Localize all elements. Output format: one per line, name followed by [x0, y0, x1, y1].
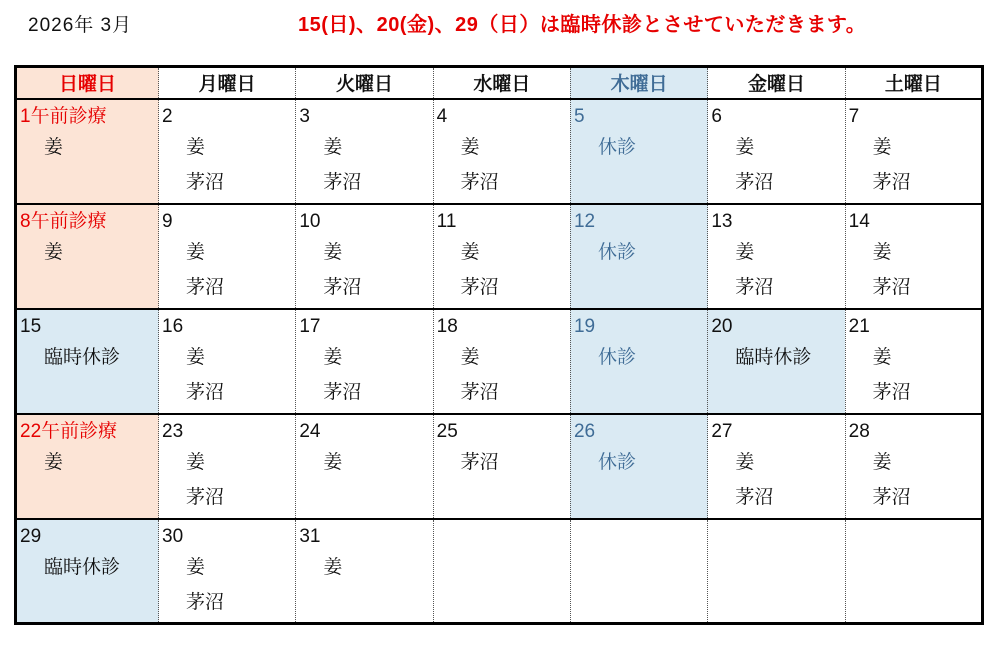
day-number: 27 [711, 420, 733, 442]
doctor-or-status-label: 休診 [597, 241, 636, 263]
doctor-or-status-label: 姜 [872, 136, 892, 158]
calendar-cell-day-21 [845, 309, 982, 414]
calendar-body [16, 99, 983, 624]
day-number: 5 [573, 105, 585, 127]
calendar-cell-day-23 [159, 414, 296, 519]
day-number-line [296, 520, 432, 550]
day-number: 30 [162, 525, 184, 547]
calendar-cell-day-5 [570, 99, 707, 204]
doctor-or-status-label: 姜 [186, 346, 206, 368]
calendar-cell-empty [570, 519, 707, 624]
doctor-or-status-label: 茅沼 [460, 381, 499, 403]
day-number-line [159, 100, 295, 130]
day-number: 15 [20, 315, 42, 337]
doctor-or-status-label: 姜 [323, 451, 343, 473]
day-number: 3 [299, 105, 310, 127]
calendar-cell-day-12 [570, 204, 707, 309]
doctor-or-status-label: 休診 [597, 346, 636, 368]
day-number: 14 [848, 210, 870, 232]
day-number-line [434, 310, 570, 340]
doctor-or-status-label: 姜 [323, 136, 343, 158]
day-number-line [708, 100, 844, 130]
doctor-or-status-label: 姜 [44, 136, 64, 158]
day-number-line [708, 310, 844, 340]
day-number-line [159, 415, 295, 445]
doctor-or-status-label: 茅沼 [735, 276, 774, 298]
day-number-line [434, 205, 570, 235]
calendar-cell-day-24 [296, 414, 433, 519]
day-number-line [846, 100, 981, 130]
doctor-or-status-label: 姜 [186, 451, 206, 473]
weekday-header-normal-火曜日: 火曜日 [296, 67, 433, 99]
day-number-line [159, 205, 295, 235]
calendar-cell-day-25 [433, 414, 570, 519]
doctor-or-status-label: 臨時休診 [44, 346, 121, 368]
doctor-or-status-label: 姜 [460, 241, 480, 263]
day-number: 9 [162, 210, 173, 232]
doctor-or-status-label: 姜 [872, 451, 892, 473]
doctor-or-status-label: 姜 [735, 451, 755, 473]
weekday-header-normal-土曜日: 土曜日 [845, 67, 982, 99]
morning-clinic-label: 午前診療 [41, 420, 118, 442]
doctor-or-status-label: 茅沼 [323, 381, 362, 403]
day-number: 11 [436, 210, 457, 232]
day-number: 7 [848, 105, 860, 127]
day-number: 6 [711, 105, 722, 127]
day-number: 28 [848, 420, 870, 442]
calendar-cell-day-19 [570, 309, 707, 414]
doctor-or-status-label: 姜 [323, 346, 343, 368]
day-number: 12 [573, 210, 596, 232]
calendar-cell-day-1 [16, 99, 159, 204]
doctor-or-status-label: 姜 [735, 241, 755, 263]
weekday-header-normal-水曜日: 水曜日 [433, 67, 570, 99]
day-number: 22 [20, 420, 42, 442]
morning-clinic-label: 午前診療 [30, 105, 107, 127]
doctor-or-status-label: 臨時休診 [735, 346, 812, 368]
calendar-cell-empty [845, 519, 982, 624]
doctor-or-status-label: 茅沼 [323, 276, 362, 298]
calendar-cell-day-18 [433, 309, 570, 414]
day-number: 18 [436, 315, 458, 337]
calendar-cell-day-28 [845, 414, 982, 519]
calendar-cell-day-10 [296, 204, 433, 309]
doctor-or-status-label: 茅沼 [735, 171, 774, 193]
doctor-or-status-label: 姜 [44, 241, 64, 263]
weekday-header-normal-金曜日: 金曜日 [708, 67, 845, 99]
calendar-cell-day-30 [159, 519, 296, 624]
day-number: 21 [848, 315, 870, 337]
day-number-line [296, 310, 432, 340]
doctor-or-status-label: 姜 [323, 556, 343, 578]
calendar-week-row-2 [16, 204, 983, 309]
calendar-cell-day-16 [159, 309, 296, 414]
day-number-line [17, 520, 158, 550]
day-number-line [159, 310, 295, 340]
day-number-line [571, 100, 707, 130]
weekday-header-row [16, 67, 983, 99]
calendar-week-row-4 [16, 414, 983, 519]
doctor-or-status-label: 茅沼 [460, 276, 499, 298]
calendar-cell-day-9 [159, 204, 296, 309]
doctor-or-status-label: 茅沼 [186, 276, 225, 298]
doctor-or-status-label: 休診 [597, 451, 636, 473]
calendar-table [14, 65, 984, 625]
calendar-cell-empty [433, 519, 570, 624]
day-number: 16 [162, 315, 184, 337]
doctor-or-status-label: 姜 [872, 241, 892, 263]
calendar-cell-day-26 [570, 414, 707, 519]
calendar-cell-day-13 [708, 204, 845, 309]
day-number: 24 [299, 420, 321, 442]
doctor-or-status-label: 茅沼 [872, 171, 911, 193]
doctor-or-status-label: 茅沼 [323, 171, 362, 193]
morning-clinic-label: 午前診療 [30, 210, 107, 232]
day-number-line [571, 310, 707, 340]
calendar-week-row-3 [16, 309, 983, 414]
day-number: 25 [436, 420, 458, 442]
doctor-or-status-label: 茅沼 [735, 486, 774, 508]
doctor-or-status-label: 茅沼 [186, 591, 225, 613]
doctor-or-status-label: 姜 [460, 346, 480, 368]
doctor-or-status-label: 臨時休診 [44, 556, 121, 578]
doctor-or-status-label: 茅沼 [186, 381, 225, 403]
calendar-cell-day-3 [296, 99, 433, 204]
calendar-cell-day-15 [16, 309, 159, 414]
day-number-line [708, 415, 844, 445]
calendar-cell-day-11 [433, 204, 570, 309]
calendar-cell-day-6 [708, 99, 845, 204]
day-number: 13 [711, 210, 733, 232]
doctor-or-status-label: 茅沼 [460, 171, 499, 193]
doctor-or-status-label: 姜 [735, 136, 755, 158]
calendar-cell-day-17 [296, 309, 433, 414]
doctor-or-status-label: 茅沼 [460, 451, 499, 473]
calendar-cell-day-8 [16, 204, 159, 309]
day-number: 20 [711, 315, 733, 337]
day-number: 1 [20, 105, 31, 127]
day-number-line [159, 520, 295, 550]
page-title: 2026年 3月 [28, 15, 133, 36]
calendar-cell-day-2 [159, 99, 296, 204]
day-number-line [17, 205, 158, 235]
doctor-or-status-label: 茅沼 [872, 276, 911, 298]
calendar-week-row-1 [16, 99, 983, 204]
temporary-closure-notice: 15(日)、20(金)、29（日）は臨時休診とさせていただきます。 [298, 14, 867, 36]
weekday-header-sunday-日曜日: 日曜日 [16, 67, 159, 99]
doctor-or-status-label: 茅沼 [872, 486, 911, 508]
day-number: 4 [436, 105, 448, 127]
day-number: 10 [299, 210, 321, 232]
calendar-cell-empty [708, 519, 845, 624]
doctor-or-status-label: 姜 [323, 241, 343, 263]
day-number-line [296, 205, 432, 235]
doctor-or-status-label: 茅沼 [872, 381, 911, 403]
doctor-or-status-label: 茅沼 [186, 486, 225, 508]
day-number-line [708, 205, 844, 235]
doctor-or-status-label: 姜 [44, 451, 64, 473]
day-number: 26 [573, 420, 596, 442]
day-number: 19 [573, 315, 596, 337]
day-number-line [846, 310, 981, 340]
day-number-line [846, 415, 981, 445]
day-number: 17 [299, 315, 321, 337]
doctor-or-status-label: 姜 [186, 136, 206, 158]
day-number-line [17, 415, 158, 445]
day-number-line [571, 205, 707, 235]
day-number-line [17, 310, 158, 340]
day-number-line [434, 100, 570, 130]
calendar-cell-day-29 [16, 519, 159, 624]
weekday-header-thursday-木曜日: 木曜日 [570, 67, 707, 99]
day-number-line [846, 205, 981, 235]
day-number-line [434, 415, 570, 445]
day-number: 31 [299, 525, 321, 547]
calendar-cell-day-7 [845, 99, 982, 204]
day-number: 29 [20, 525, 42, 547]
doctor-or-status-label: 姜 [186, 556, 206, 578]
calendar-cell-day-20 [708, 309, 845, 414]
day-number: 23 [162, 420, 184, 442]
day-number: 8 [20, 210, 31, 232]
weekday-header-normal-月曜日: 月曜日 [159, 67, 296, 99]
calendar-cell-day-22 [16, 414, 159, 519]
calendar-cell-day-27 [708, 414, 845, 519]
day-number-line [17, 100, 158, 130]
calendar-cell-day-14 [845, 204, 982, 309]
doctor-or-status-label: 茅沼 [186, 171, 225, 193]
doctor-or-status-label: 姜 [872, 346, 892, 368]
day-number-line [296, 100, 432, 130]
calendar-cell-day-4 [433, 99, 570, 204]
calendar-week-row-5 [16, 519, 983, 624]
doctor-or-status-label: 姜 [186, 241, 206, 263]
day-number-line [296, 415, 432, 445]
day-number-line [571, 415, 707, 445]
doctor-or-status-label: 休診 [597, 136, 636, 158]
doctor-or-status-label: 姜 [460, 136, 480, 158]
day-number: 2 [162, 105, 173, 127]
calendar-cell-day-31 [296, 519, 433, 624]
